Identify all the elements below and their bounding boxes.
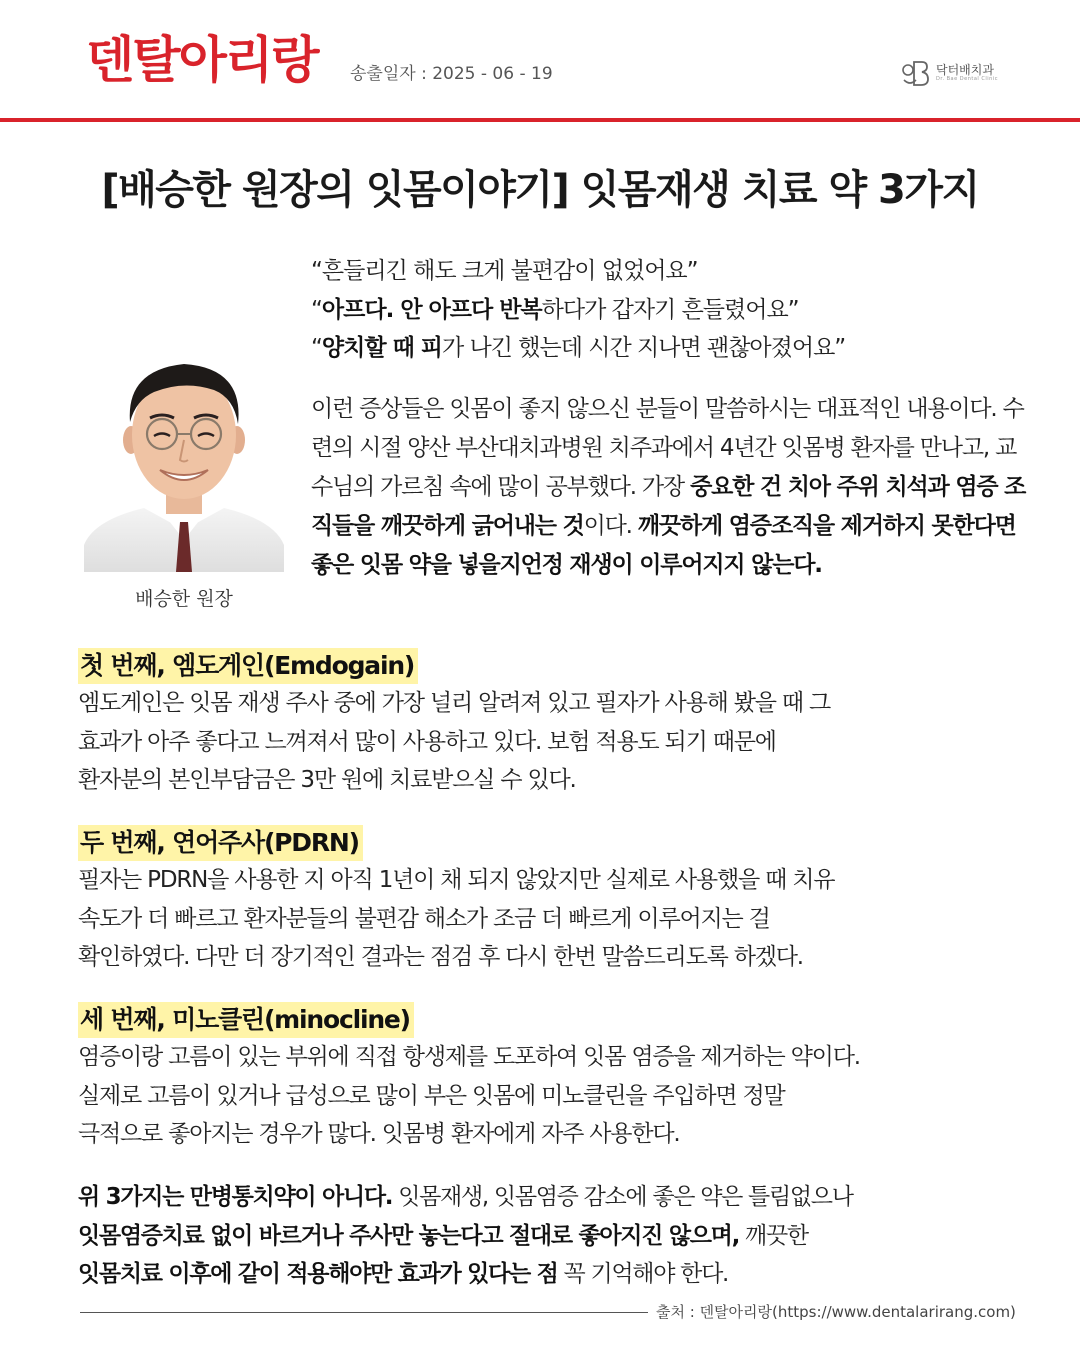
footer-divider [80, 1312, 648, 1313]
conclusion-text: 꼭 기억해야 한다. [557, 1261, 729, 1287]
conclusion-paragraph [78, 1178, 1038, 1294]
article-title: [배승한 원장의 잇몸이야기] 잇몸재생 치료 약 3가지 [101, 167, 979, 213]
body-line: 속도가 더 빠르고 환자분들의 불편감 해소가 조금 더 빠르게 이루어지는 걸 [78, 905, 770, 932]
quote-line [311, 291, 1031, 330]
section-pdrn [78, 825, 1018, 977]
section-body [78, 1038, 1018, 1154]
section-heading: 두 번째, 연어주사(PDRN) [78, 825, 363, 861]
section-heading: 세 번째, 미노클린(minocline) [78, 1002, 414, 1038]
source-credit[interactable]: 출처 : 덴탈아리랑(https://www.dentalarirang.com) [656, 1303, 1016, 1321]
quote-text: 하다가 갑자기 흔들렸어요” [541, 296, 799, 323]
body-line: 필자는 PDRN을 사용한 지 아직 1년이 채 되지 않았지만 실제로 사용했을 때 치유 [78, 867, 835, 893]
intro-emphasis: 중요한 건 치아 주위 치석과 염증 조직들을 깨끗하게 긁어내는 것 [311, 474, 1026, 539]
masthead-logo[interactable]: 덴탈아리랑 [86, 31, 318, 89]
body-line: 환자분의 본인부담금은 3만 원에 치료받으실 수 있다. [78, 767, 576, 793]
quote-emphasis: 양치할 때 피 [321, 335, 443, 361]
body-line: 효과가 아주 좋다고 느껴져서 많이 사용하고 있다. 보험 적용도 되기 때문에 [78, 728, 776, 755]
publish-date: 송출일자 : 2025 - 06 - 19 [350, 64, 553, 84]
section-body [78, 861, 1018, 977]
conclusion-emphasis: 잇몸염증치료 없이 바르거나 주사만 놓는다고 절대로 좋아지진 않으며, [78, 1222, 740, 1249]
section-heading: 첫 번째, 엠도게인(Emdogain) [78, 648, 418, 684]
conclusion-line [78, 1217, 1038, 1256]
clinic-subtitle: Dr. Bae Dental Clinic [936, 75, 998, 82]
tooth-logo-icon [900, 58, 930, 88]
intro-text: 이런 증상들은 잇몸이 좋지 않으신 분들이 말씀하시는 대표적인 내용이다. 수련의 시절 양산 부산대치과병원 치주과에서 4년간 잇몸병 환자를 만나고, 교수님의 가르침 속에 많이 공부했다. 가장 [311, 396, 1024, 500]
conclusion-emphasis: 잇몸치료 이후에 같이 적용해야만 효과가 있다는 점 [78, 1261, 558, 1287]
conclusion-emphasis: 위 3가지는 만병통치약이 아니다. [78, 1184, 393, 1210]
section-body [78, 684, 1018, 800]
intro-emphasis: 깨끗하게 염증조직을 제거하지 못한다면 좋은 잇몸 약을 넣을지언정 재생이 이루어지지 않는다. [311, 513, 1016, 578]
clinic-name: 닥터배치과 [936, 62, 994, 77]
portrait-caption: 배승한 원장 [135, 588, 233, 610]
section-minocline [78, 1002, 1018, 1154]
body-line: 엠도게인은 잇몸 재생 주사 중에 가장 널리 알려져 있고 필자가 사용해 봤을 때 그 [78, 690, 831, 716]
body-line: 실제로 고름이 있거나 급성으로 많이 부은 잇몸에 미노클린을 주입하면 정말 [78, 1082, 785, 1109]
body-line: 극적으로 좋아지는 경우가 많다. 잇몸병 환자에게 자주 사용한다. [78, 1121, 680, 1147]
body-line: 확인하였다. 다만 더 장기적인 결과는 점검 후 다시 한번 말씀드리도록 하겠다. [78, 944, 803, 970]
conclusion-text: 깨끗한 [739, 1222, 808, 1249]
quote-emphasis: 아프다. 안 아프다 반복 [321, 296, 542, 323]
conclusion-line [78, 1255, 1038, 1294]
clinic-logo [900, 58, 998, 88]
header-divider [0, 118, 1080, 122]
doctor-portrait [84, 340, 284, 572]
quote-mark: “ [311, 335, 322, 361]
header [0, 0, 1080, 122]
section-emdogain [78, 648, 1018, 800]
quote-mark: “ [311, 296, 322, 323]
intro-paragraph [311, 390, 1031, 585]
quote-line [311, 329, 1031, 368]
quote-line [311, 252, 1031, 291]
intro-text: 이다. [583, 513, 638, 539]
conclusion-line [78, 1178, 1038, 1217]
body-line: 염증이랑 고름이 있는 부위에 직접 항생제를 도포하여 잇몸 염증을 제거하는 약이다. [78, 1044, 860, 1070]
quote-text: 가 나긴 했는데 시간 지나면 괜찮아졌어요” [442, 335, 846, 361]
patient-quotes [311, 252, 1031, 368]
conclusion-text: 잇몸재생, 잇몸염증 감소에 좋은 약은 틀림없으나 [392, 1184, 853, 1210]
quote-text: “흔들리긴 해도 크게 불편감이 없었어요” [311, 258, 698, 284]
